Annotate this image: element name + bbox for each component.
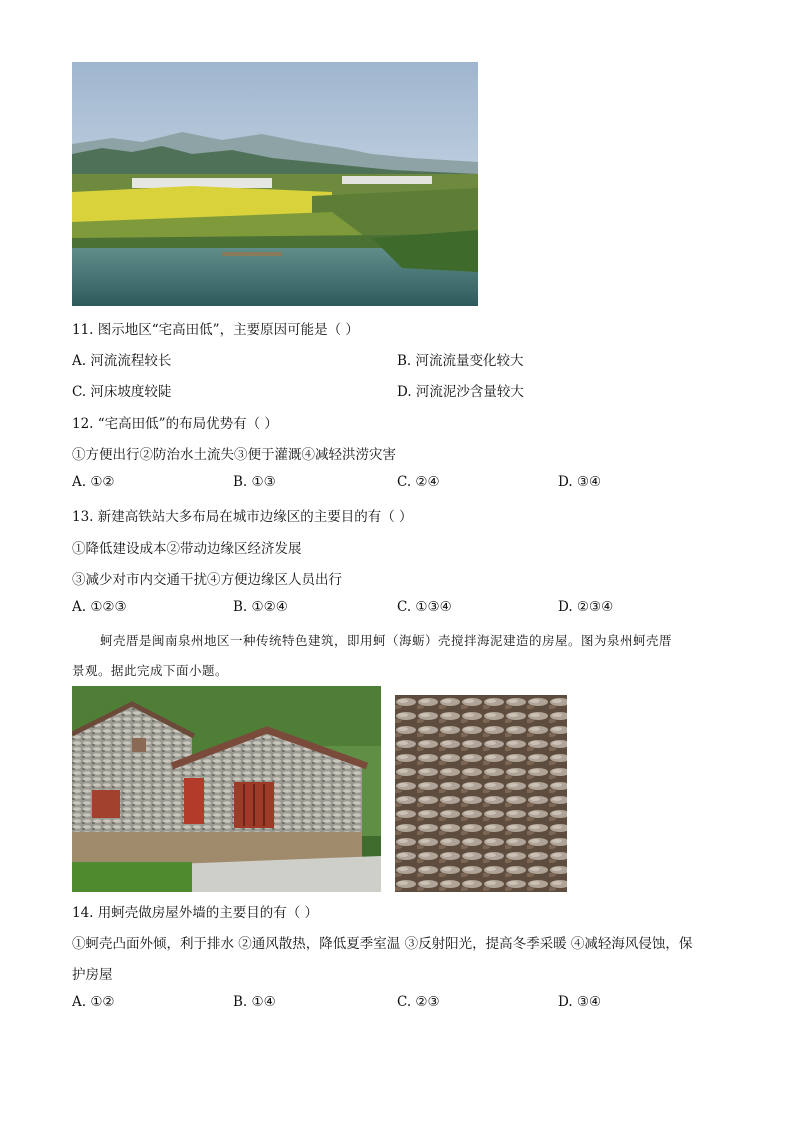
question-11-option-d[interactable]: D. 河流泥沙含量较大 — [397, 384, 524, 400]
question-12-stem: 12. “宅高田低”的布局优势有（ ） — [72, 416, 278, 432]
question-13-statements-line2: ③减少对市内交通干扰④方便边缘区人员出行 — [72, 572, 342, 588]
passage-line-2: 景观。据此完成下面小题。 — [72, 663, 229, 678]
question-11-option-a[interactable]: A. 河流流程较长 — [72, 353, 172, 369]
landscape-photo — [72, 62, 478, 306]
question-13-option-d[interactable]: D. ②③④ — [558, 599, 614, 615]
question-12-statements: ①方便出行②防治水土流失③便于灌溉④减轻洪涝灾害 — [72, 447, 396, 463]
question-12-option-a[interactable]: A. ①② — [72, 474, 115, 490]
landscape-illustration — [72, 62, 478, 306]
question-14-option-a[interactable]: A. ①② — [72, 994, 115, 1010]
question-11-stem: 11. 图示地区“宅高田低”，主要原因可能是（ ） — [72, 322, 359, 338]
question-14-stem: 14. 用蚵壳做房屋外墙的主要目的有（ ） — [72, 905, 319, 921]
house-illustration — [72, 686, 381, 892]
question-12-option-c[interactable]: C. ②④ — [397, 474, 440, 490]
question-13-option-a[interactable]: A. ①②③ — [72, 599, 127, 615]
passage-line-1: 蚵壳厝是闽南泉州地区一种传统特色建筑，即用蚵（海蛎）壳搅拌海泥建造的房屋。图为泉州蚵壳厝 — [100, 633, 673, 648]
question-11-option-b[interactable]: B. 河流流量变化较大 — [397, 353, 524, 369]
question-12-option-d[interactable]: D. ③④ — [558, 474, 602, 490]
question-13-option-b[interactable]: B. ①②④ — [233, 599, 288, 615]
oyster-shell-closeup-photo — [395, 695, 567, 892]
question-13-option-c[interactable]: C. ①③④ — [397, 599, 452, 615]
question-14-statements-line1: ①蚵壳凸面外倾，利于排水 ②通风散热，降低夏季室温 ③反射阳光，提高冬季采暖 ④减轻海风侵蚀，保 — [72, 936, 693, 952]
question-14-option-d[interactable]: D. ③④ — [558, 994, 602, 1010]
oyster-shell-house-photo — [72, 686, 381, 892]
question-14-option-c[interactable]: C. ②③ — [397, 994, 440, 1010]
question-12-option-b[interactable]: B. ①③ — [233, 474, 276, 490]
question-13-statements-line1: ①降低建设成本②带动边缘区经济发展 — [72, 541, 302, 557]
shell-closeup-illustration — [395, 695, 567, 892]
question-14-statements-line2: 护房屋 — [72, 967, 113, 983]
question-11-option-c[interactable]: C. 河床坡度较陡 — [72, 384, 172, 400]
question-13-stem: 13. 新建高铁站大多布局在城市边缘区的主要目的有（ ） — [72, 509, 413, 525]
question-14-option-b[interactable]: B. ①④ — [233, 994, 276, 1010]
